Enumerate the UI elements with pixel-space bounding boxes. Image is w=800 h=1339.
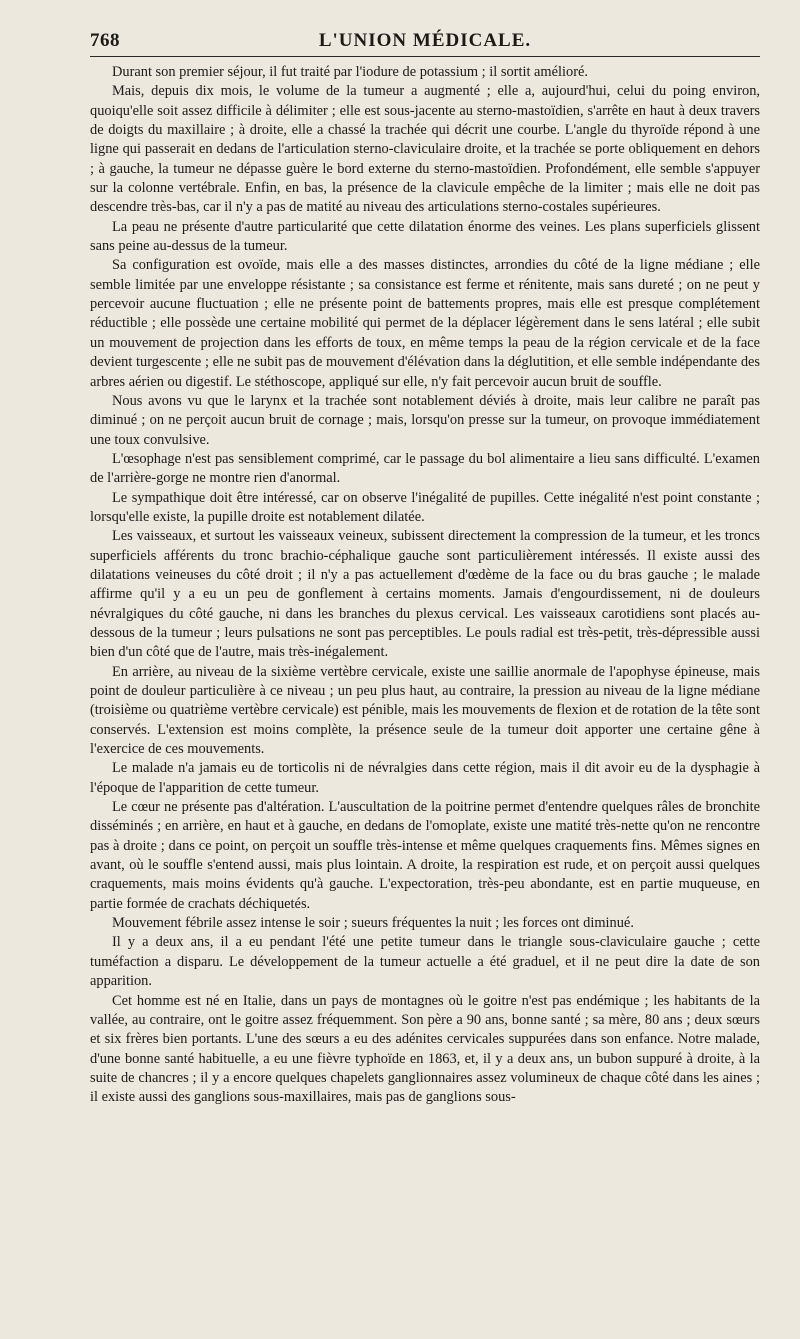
paragraph: Le cœur ne présente pas d'altération. L'auscultation de la poitrine permet d'entendre quelques râles de bronchite disséminés ; en arrière, en haut et à gauche, en dedans de l'omoplate, existe une matité très-nette qu'on ne rencontre pas à droite ; dans ce point, on perçoit un souffle très-intense et même quelques craquements fins. Mêmes signes en avant, où le souffle s'entend aussi, mais plus lointain. A droite, la respiration est rude, et on perçoit aussi quelques craquements, mais moins évidents qu'à gauche. L'expectoration, très-peu abondante, est en partie muqueuse, en partie formée de crachats déchiquetés. — [90, 799, 760, 912]
paragraph: Nous avons vu que le larynx et la trachée sont notablement déviés à droite, mais leur calibre ne paraît pas diminué ; on ne perçoit aucun bruit de cornage ; mais, lorsqu'on presse sur la tumeur, on provoque immédiatement une toux convulsive. — [90, 392, 760, 448]
paragraph: Sa configuration est ovoïde, mais elle a des masses distinctes, arrondies du côté de la ligne médiane ; elle semble limitée par une enveloppe résistante ; sa consistance est ferme et rénitente, mais sans dureté ; on ne peut y percevoir aucune fluctuation ; elle ne présente point de battements propres, mais elle est presque complétement réductible ; elle possède une certaine mobilité qui permet de la déplacer légèrement dans le sens latéral ; elle subit un mouvement de projection dans les efforts de toux, en même temps la peau de la région cervicale et de la face devient turgescente ; elle ne subit pas de mouvement d'élévation dans la déglutition, et elle semble indépendante des arbres aérien ou digestif. Le stéthoscope, appliqué sur elle, n'y fait percevoir aucun bruit de souffle. — [90, 257, 760, 390]
paragraph: Les vaisseaux, et surtout les vaisseaux veineux, subissent directement la compression de la tumeur, et les troncs superficiels afférents du tronc brachio-céphalique gauche sont particulièrement intéressés. Il existe aussi des dilatations veineuses du côté droit ; il n'y a pas actuellement d'œdème de la face ou du bras gauche ; le malade affirme qu'il y a eu un peu de gonflement à certains moments. Jamais d'engourdissement, ni de douleurs névralgiques du côté gauche, ni dans les branches du plexus cervical. Les vaisseaux carotidiens sont placés au-dessous de la tumeur ; leurs pulsations ne sont pas perceptibles. Le pouls radial est très-petit, très-dépressible aussi bien d'un côté que de l'autre, mais très-inégalement. — [90, 528, 760, 661]
paragraph: Mouvement fébrile assez intense le soir ; sueurs fréquentes la nuit ; les forces ont diminué. — [112, 915, 634, 932]
page-number: 768 — [90, 30, 120, 51]
running-header — [90, 22, 760, 57]
article-body — [90, 63, 760, 1108]
journal-title: L'UNION MÉDICALE. — [318, 30, 532, 51]
paragraph: Mais, depuis dix mois, le volume de la tumeur a augmenté ; elle a, aujourd'hui, celui du poing environ, quoiqu'elle soit assez difficile à délimiter ; elle est sous-jacente au sterno-mastoïdien, s'arrête en haut à deux travers de doigts du maxillaire ; à droite, elle a chassé la trachée qui décrit une courbe. L'angle du thyroïde répond à une ligne qui passerait en dedans de l'articulation sterno-claviculaire droite, et la trachée se porte obliquement en dehors ; à gauche, la tumeur ne dépasse guère le bord externe du sterno-mastoïdien. Profondément, elle semble s'appuyer sur la colonne vertébrale. Enfin, en bas, la présence de la clavicule empêche de la limiter ; mais elle ne doit pas descendre très-bas, car il n'y a pas de matité au niveau des articulations sterno-costales supérieures. — [90, 83, 760, 216]
paragraph: Le sympathique doit être intéressé, car on observe l'inégalité de pupilles. Cette inégalité n'est point constante ; lorsqu'elle existe, la pupille droite est notablement dilatée. — [90, 489, 760, 525]
paragraph: Cet homme est né en Italie, dans un pays de montagnes où le goitre n'est pas endémique ; les habitants de la vallée, au contraire, ont le goitre assez fréquemment. Son père a 90 ans, bonne santé ; sa mère, 80 ans ; deux sœurs et six frères bien portants. L'une des sœurs a eu des adénites cervicales suppurées dans son enfance. Notre malade, d'une bonne santé habituelle, a eu une fièvre typhoïde en 1863, et, il y a deux ans, un bubon suppuré à droite, à la suite de chancres ; il y a encore quelques chapelets ganglionnaires assez volumineux de chaque côté dans les aines ; il existe aussi des ganglions sous-maxillaires, mais pas de ganglions sous- — [90, 992, 760, 1106]
paragraph: La peau ne présente d'autre particularité que cette dilatation énorme des veines. Les plans superficiels glissent sans peine au-dessus de la tumeur. — [90, 218, 760, 255]
paragraph: Le malade n'a jamais eu de torticolis ni de névralgies dans cette région, mais il dit avoir eu de la dysphagie à l'époque de l'apparition de cette tumeur. — [90, 760, 760, 796]
paragraph: L'œsophage n'est pas sensiblement comprimé, car le passage du bol alimentaire a lieu sans difficulté. L'examen de l'arrière-gorge ne montre rien d'anormal. — [90, 450, 760, 487]
paragraph: Il y a deux ans, il a eu pendant l'été une petite tumeur dans le triangle sous-claviculaire gauche ; cette tuméfaction a disparu. Le développement de la tumeur actuelle a été graduel, et il ne peut dire la date de son apparition. — [90, 934, 760, 990]
paragraph: En arrière, au niveau de la sixième vertèbre cervicale, existe une saillie anormale de l'apophyse épineuse, mais point de douleur particulière à ce niveau ; un peu plus haut, au contraire, la pression au niveau de la ligne médiane (troisième ou quatrième vertèbre cervicale) est pénible, mais les mouvements de flexion et de rotation de la tête sont conservés. L'extension est moins complète, la présence seule de la tumeur doit apporter une certaine gêne à l'exercice de ces mouvements. — [90, 663, 760, 758]
paragraph: Durant son premier séjour, il fut traité par l'iodure de potassium ; il sortit amélioré. — [112, 64, 588, 80]
